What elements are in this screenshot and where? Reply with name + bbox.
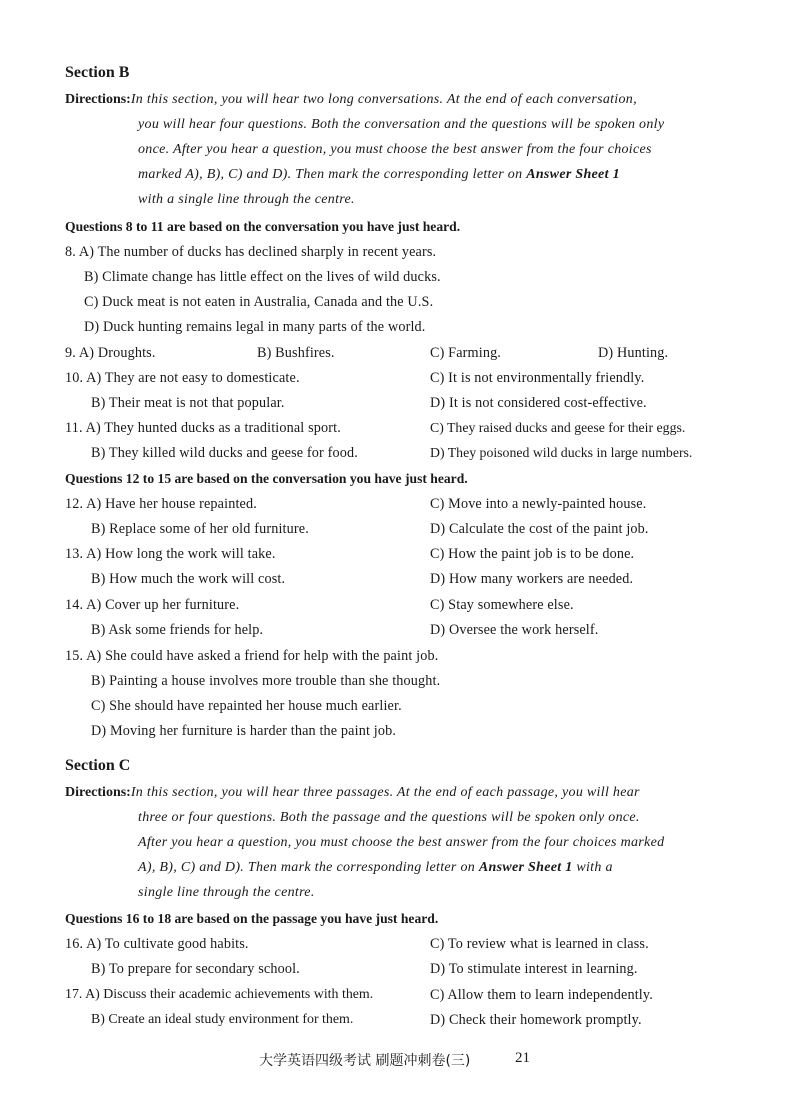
- q14-option-c: C) Stay somewhere else.: [430, 597, 574, 613]
- q16-option-d: D) To stimulate interest in learning.: [430, 961, 638, 977]
- q13-option-d: D) How many workers are needed.: [430, 571, 634, 587]
- q15-option-a: 15. A) She could have asked a friend for help with the paint job.: [65, 648, 439, 664]
- q17-option-d: D) Check their homework promptly.: [430, 1012, 642, 1028]
- section-c-title: Section C: [65, 757, 131, 774]
- q9-option-b: B) Bushfires.: [257, 345, 335, 361]
- q13-option-b: B) How much the work will cost.: [91, 571, 286, 587]
- q8-option-c: C) Duck meat is not eaten in Australia, Canada and the U.S.: [84, 294, 434, 310]
- question-group-heading: Questions 8 to 11 are based on the conversation you have just heard.: [65, 219, 461, 234]
- q9-option-d: D) Hunting.: [598, 345, 669, 361]
- directions-label: Directions:: [65, 785, 131, 800]
- q12-option-c: C) Move into a newly-painted house.: [430, 496, 647, 512]
- q10-option-a: 10. A) They are not easy to domesticate.: [65, 370, 300, 386]
- q14-option-b: B) Ask some friends for help.: [91, 622, 264, 638]
- q13-option-c: C) How the paint job is to be done.: [430, 546, 635, 562]
- q12-option-a: 12. A) Have her house repainted.: [65, 496, 257, 512]
- answer-sheet-reference: Answer Sheet 1: [478, 860, 573, 875]
- section-b-directions-line-3: once. After you hear a question, you must choose the best answer from the four choices: [138, 142, 652, 157]
- q13-option-a: 13. A) How long the work will take.: [65, 546, 276, 562]
- q8-option-d: D) Duck hunting remains legal in many parts of the world.: [84, 319, 426, 335]
- directions-text: with a: [572, 860, 613, 875]
- section-c-directions-line-2: three or four questions. Both the passage and the questions will be spoken only once.: [138, 810, 640, 825]
- q17-option-c: C) Allow them to learn independently.: [430, 987, 653, 1003]
- q14-option-d: D) Oversee the work herself.: [430, 622, 599, 638]
- footer-title: 大学英语四级考试 刷题冲刺卷(三): [259, 1053, 471, 1069]
- q14-option-a: 14. A) Cover up her furniture.: [65, 597, 240, 613]
- q15-option-c: C) She should have repainted her house much earlier.: [91, 698, 402, 714]
- section-b-directions-line-1: [65, 92, 637, 108]
- q11-option-b: B) They killed wild ducks and geese for food.: [91, 445, 358, 461]
- section-c-directions-line-4: [138, 860, 613, 876]
- section-b-directions-line-4: [138, 167, 620, 183]
- question-group-heading: Questions 16 to 18 are based on the passage you have just heard.: [65, 911, 439, 926]
- answer-sheet-reference: Answer Sheet 1: [526, 167, 620, 182]
- q17-option-b: B) Create an ideal study environment for them.: [91, 1012, 354, 1027]
- q16-option-a: 16. A) To cultivate good habits.: [65, 936, 249, 952]
- q10-option-c: C) It is not environmentally friendly.: [430, 370, 645, 386]
- section-b-directions-line-2: you will hear four questions. Both the conversation and the questions will be spoken only: [138, 117, 665, 132]
- section-b-directions-line-5: with a single line through the centre.: [138, 192, 355, 207]
- q15-option-b: B) Painting a house involves more trouble than she thought.: [91, 673, 441, 689]
- q10-option-b: B) Their meat is not that popular.: [91, 395, 285, 411]
- q12-option-b: B) Replace some of her old furniture.: [91, 521, 309, 537]
- q8-option-b: B) Climate change has little effect on the lives of wild ducks.: [84, 269, 441, 285]
- q9-option-c: C) Farming.: [430, 345, 502, 361]
- section-c-directions-line-3: After you hear a question, you must choose the best answer from the four choices marked: [138, 835, 665, 850]
- section-c-directions-line-5: single line through the centre.: [138, 885, 315, 900]
- q11-option-d: D) They poisoned wild ducks in large numbers.: [430, 445, 693, 460]
- directions-label: Directions:: [65, 92, 131, 107]
- q16-option-b: B) To prepare for secondary school.: [91, 961, 300, 977]
- directions-text: marked A), B), C) and D). Then mark the corresponding letter on: [138, 167, 527, 182]
- q15-option-d: D) Moving her furniture is harder than the paint job.: [91, 723, 397, 739]
- q8-option-a: 8. A) The number of ducks has declined sharply in recent years.: [65, 244, 437, 260]
- q9-option-a: 9. A) Droughts.: [65, 345, 156, 361]
- section-b-title: Section B: [65, 64, 130, 81]
- section-c-directions-line-1: [65, 785, 640, 801]
- q10-option-d: D) It is not considered cost-effective.: [430, 395, 647, 411]
- q11-option-a: 11. A) They hunted ducks as a traditional sport.: [65, 420, 341, 436]
- q11-option-c: C) They raised ducks and geese for their eggs.: [430, 420, 686, 435]
- q12-option-d: D) Calculate the cost of the paint job.: [430, 521, 649, 537]
- directions-text: A), B), C) and D). Then mark the corresponding letter on: [138, 860, 479, 875]
- q16-option-c: C) To review what is learned in class.: [430, 936, 649, 952]
- question-group-heading: Questions 12 to 15 are based on the conversation you have just heard.: [65, 471, 468, 486]
- q17-option-a: 17. A) Discuss their academic achievements with them.: [65, 987, 374, 1002]
- page-number: 21: [515, 1050, 530, 1066]
- directions-text: In this section, you will hear two long conversations. At the end of each conversation,: [130, 92, 637, 107]
- directions-text: In this section, you will hear three passages. At the end of each passage, you will hear: [130, 785, 640, 800]
